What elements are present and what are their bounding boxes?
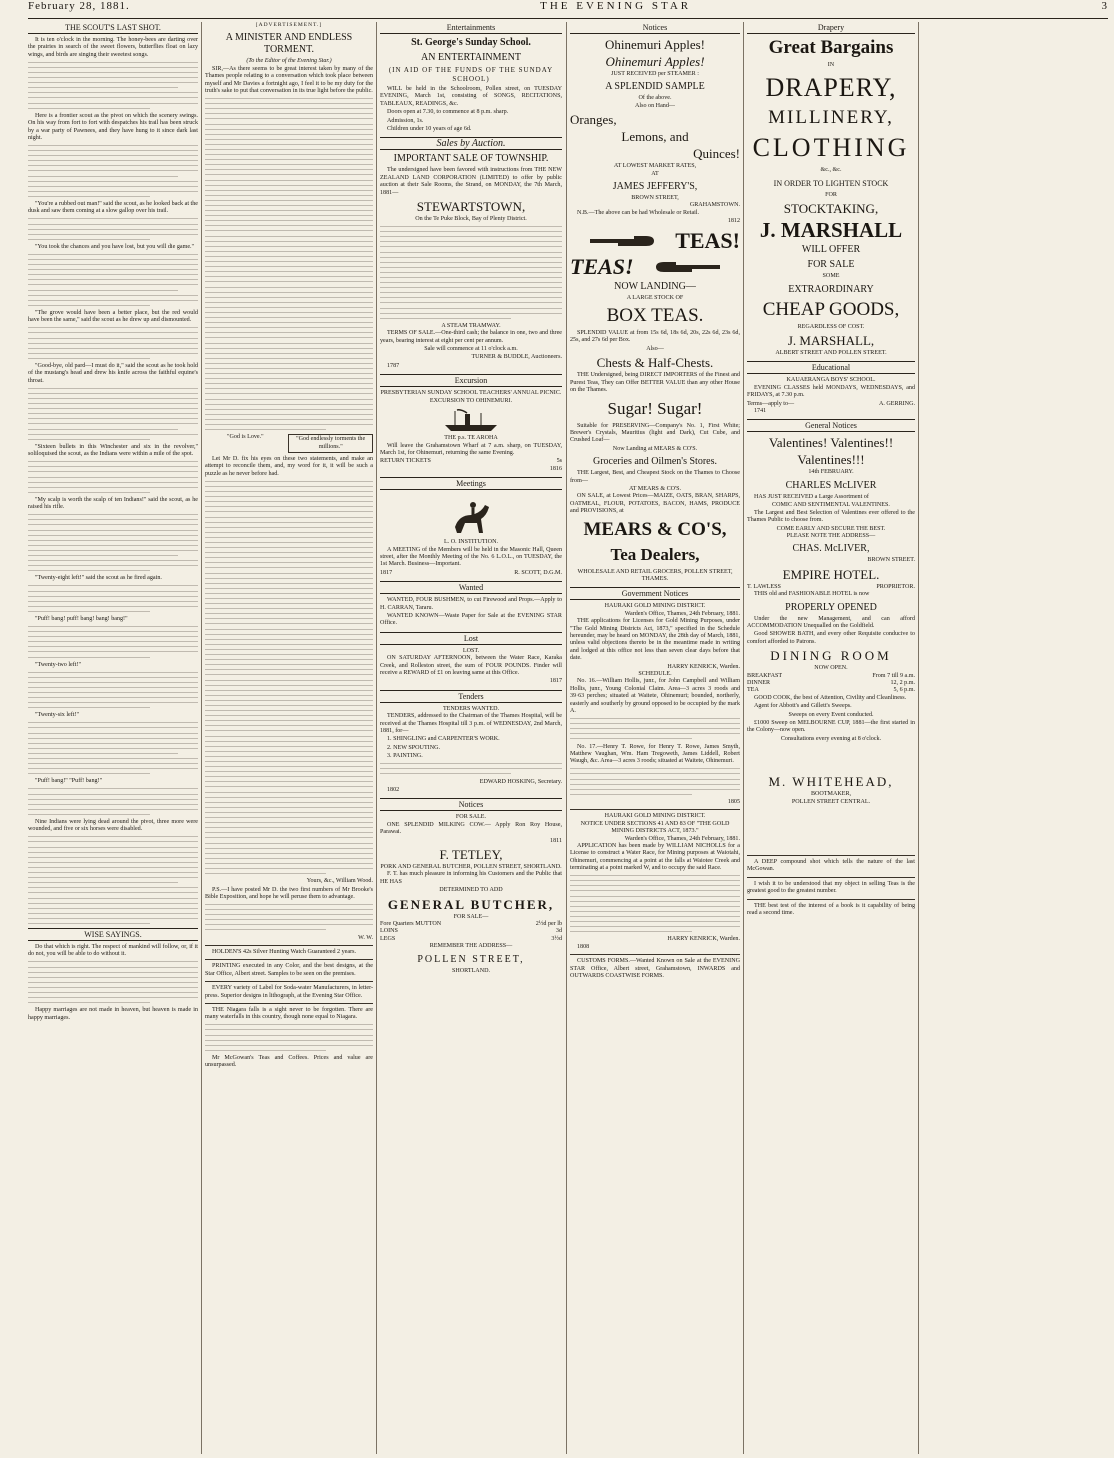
column-divider [201,22,202,1454]
story-paragraph: Nine Indians were lying dead around the pivot, three more were wounded, and five or six horses were disabled. [28,818,198,833]
schedule-text: No. 16.—William Hollis, junr., for John Campbell and William Hollis, junr., Young Colonial Claim. Area—3 acres 3 roods and 39·63 perches; situated at Waitete, Ohinemuri; bounded, northerly, easterly and southerly by ground opposed to be occupied by the mark A. [570,678,740,715]
ad-number: 1817 [380,569,393,576]
remember-address: REMEMBER THE ADDRESS— [429,943,513,950]
advertisement-label: [ADVERTISEMENT.] [255,22,323,28]
steamer-name: THE p.s. TE AROHA [444,435,498,442]
valentines: Valentines!!! [797,452,865,468]
wish: I wish it to be understood that my object in selling Teas is the greatest good to the greatest number. [747,880,915,895]
letter-to-editor: (To the Editor of the Evening Star.) [246,58,332,65]
sample: A SPLENDID SAMPLE [605,81,705,93]
tenders-heading: Tenders [380,690,562,703]
column-divider [376,22,377,1454]
story-paragraph: "Twenty-eight left!" said the scout as he fired again. [35,575,162,582]
notices-heading: Notices [570,22,740,34]
sale-time: Sale will commence at 11 o'clock a.m. [424,346,518,353]
ad-holden-watch: HOLDEN'S 42s Silver Hunting Watch Guaranteed 2 years. [212,948,357,955]
column-story [28,22,198,1454]
steam-tramway: A STEAM TRAMWAY. [441,322,501,329]
children-price: Children under 10 years of age 6d. [387,126,472,133]
general-butcher: GENERAL BUTCHER, [387,896,555,912]
auctioneers: TURNER & BUDDLE, Auctioneers. [471,354,562,361]
gerring: A. GERRING. [878,400,915,407]
groceries: Groceries and Oilmen's Stores. [593,456,717,468]
drapery-heading: Drapery [747,22,915,34]
entertainment-title: AN ENTERTAINMENT [421,52,521,63]
doors-open: Doors open at 7.30, to commence at 8 p.m. sharp. [387,109,509,116]
mciver-name: CHARLES McLIVER [785,479,877,491]
general-notices-heading: General Notices [747,419,915,432]
splendid-value: SPLENDID VALUE at from 15s 6d, 18s 6d, 20s, 22s 6d, 23s 6d, 25s, and 27s 6d per Box. [570,330,740,344]
lodge-text: A MEETING of the Members will be held in the Masonic Hall, Queen street, after the Monthly Meeting of the No. 6 L.O.L., on TUESDAY, the 1st March. Business—Important. [380,546,562,568]
will-offer: WILL OFFER [801,244,861,256]
marshall-name: J. MARSHALL [759,218,903,243]
drapery: DRAPERY, [765,73,897,103]
meal-row: DINNER 12, 2 p.m. [747,679,915,686]
empire-hotel: EMPIRE HOTEL. [782,566,880,582]
large-stock: A LARGE STOCK OF [626,294,684,301]
extraordinary: EXTRAORDINARY [788,283,874,295]
marshall-address: ALBERT STREET AND POLLEN STREET. [775,350,887,357]
letter-title: A MINISTER AND ENDLESS TORMENT. [225,32,353,56]
meetings-heading: Meetings [380,477,562,490]
millinery: MILLINERY, [768,107,894,129]
tetley-name: F. TETLEY, [439,846,503,862]
dining-room: DINING ROOM [770,648,892,664]
tender-item: 3. PAINTING. [387,753,423,760]
tender-item: 2. NEW SPOUTING. [387,744,441,751]
tetley-text: F. T. has much pleasure in informing his Customers and the Public that HE HAS [380,871,562,885]
column-divider [918,22,919,1454]
pollen-street: POLLEN STREET, [417,953,525,965]
teas-headline: TEAS! [570,253,634,279]
quinces: Quinces! [693,146,740,162]
management: Under the new Management, and can afford ACCOMMODATION Unequalled on the Goldfield. [747,615,915,629]
letter-paragraph: Let Mr D. fix his eyes on these two statements, and make an attempt to reconcile them, and, my word for it, it will be such a puzzle as he never before had. [205,456,373,477]
price-row: Fore Quarters MUTTON 2½d per lb [380,921,562,927]
hotel-text: THIS old and FASHIONABLE HOTEL is now [754,591,870,598]
valentines: Valentines! Valentines!! [768,435,894,451]
box-teas: BOX TEAS. [606,305,704,327]
great-bargains: Great Bargains [768,37,894,58]
story-paragraph: "Puff! bang! puff! bang! bang! bang!" [35,615,128,622]
wise-sayings-title: WISE SAYINGS. [28,928,198,941]
nb-wholesale: N.B.—The above can be had Wholesale or Retail. [577,209,700,216]
story-paragraph: It is ten o'clock in the morning. The honey-bees are darting over the prairies in search of the sweet flowers, butterflies float on lazy wings, and birds are singing their sweetest songs. [28,37,198,58]
column-letter [205,22,373,1454]
story-paragraph: "Good-bye, old pard—I must do it," said the scout as he took hold of the mustang's head and drew his knife across the faithful equine's throat. [28,362,198,384]
lost-heading: Lost [380,632,562,645]
issue-date: February 28, 1881. [28,0,130,12]
gov-text: THE applications for Licenses for Gold Mining Purposes, under "The Gold Mining Districts Act, 1873," specified in the Schedule hereunder, may be heard on MONDAY, the 28th day of March, 1881, unless valid objections thereto be in the meantime made in writing and lodged at this office not less than seven clear days before that date. [570,618,740,662]
meal-row: BREAKFAST From 7 till 9 a.m. [747,672,915,679]
excursion-title: EXCURSION TO OHINEMURI. [429,397,513,404]
sweeps-agent: Agent for Abbott's and Gillett's Sweeps. [754,703,852,710]
warden: HARRY KENRICK, Warden. [667,663,740,670]
mears-name: MEARS & CO'S, [583,518,727,540]
story-paragraph: "My scalp is worth the scalp of ten Indians!" said the scout, as he raised his rifle. [28,496,198,511]
jefferys: JAMES JEFFERY'S, [612,181,698,193]
ad-niagara: THE Niagara falls is a sight never to be forgotten. There are many waterfalls in this country, though none equal to Niagara. [205,1006,373,1021]
ps-initials: W. W. [358,934,373,941]
ad-printing: PRINTING executed in any Color, and the best designs, at the Star Office, Albert street. Samples to be seen on the premises. [205,963,373,977]
cow-text: ONE SPLENDID MILKING COW.— Apply Ron Roy House, Parawai. [380,821,562,836]
ad-number: 1808 [577,943,590,950]
masthead-title: THE EVENING STAR [540,0,692,12]
good-cook: GOOD COOK, the best of Attention, Civility and Cleanliness. [754,694,907,701]
wardens-office: Warden's Office, Thames, 24th February, 1881. [624,835,740,842]
price-row: LEGS 3½d [380,935,562,942]
notice-sections: NOTICE UNDER SECTIONS 41 AND 83 OF "THE GOLD MINING DISTRICTS ACT, 1873." [580,820,730,835]
has-just: HAS JUST RECEIVED a Large Assortment of [754,493,869,500]
letter-postscript: P.S.—I have posted Mr D. the two first numbers of Mr Brooke's Bible Exposition, and hope he will peruse them to advantage. [205,886,373,900]
apples-line: Ohinemuri Apples! [604,37,705,52]
steamer-text: Will leave the Grahamstown Wharf at 7 a.m. sharp, on TUESDAY, March 1st, for Ohinemuri, returning the same Evening. [380,442,562,456]
feb-14: 14th FEBRUARY. [808,469,854,476]
story-paragraph: "Twenty-six left!" [35,712,79,719]
best-test: THE best test of the interest of a book is it capability of being read a second time. [747,902,915,917]
proprietor: PROPRIETOR. [876,583,915,590]
customs-forms: CUSTOMS FORMS.—Wanted Known on Sale at the EVENING STAR Office, Albert street, Grahamstown, INWARDS and OUTWARDS COASTWISE FORMS. [570,958,740,979]
ad-number: 1812 [727,218,740,225]
brown-street: BROWN STREET, [631,195,679,202]
gov-notices-heading: Government Notices [570,587,740,600]
schedule: SCHEDULE. [638,671,672,678]
terms-of-sale: TERMS OF SALE.—One-third cash; the balance in one, two and three years, bearing interest at eight per cent per annum. [380,330,562,344]
story-paragraph: "Sixteen bullets in this Winchester and six in the revolver," soliloquised the scout, as the Indians were within a mile of the spot. [28,443,198,458]
hauraki: HAURAKI GOLD MINING DISTRICT. [604,813,706,820]
school-name: KAUAERANGA BOYS' SCHOOL. [786,377,876,384]
pollen-central: POLLEN STREET CENTRAL. [791,798,871,805]
ad-number: 1805 [727,798,740,805]
also-hand: Also on Hand— [635,102,675,109]
story-paragraph: "You took the chances and you have lost, but you will die game." [35,243,195,250]
evening-classes: EVENING CLASSES held MONDAYS, WEDNESDAYS, and FRIDAYS, at 7.30 p.m. [747,384,915,399]
ad-mcgowan-tea: Mr McGowan's Teas and Coffees. Prices and value are unsurpassed. [205,1054,373,1069]
wise-saying: Happy marriages are not made in heaven, but heaven is made in happy marriages. [28,1007,198,1021]
story-text-block [28,62,198,109]
notices-heading: Notices [380,798,562,811]
column-divider [743,22,744,1454]
oranges: Oranges, [570,112,617,128]
hauraki: HAURAKI GOLD MINING DISTRICT. [604,603,706,610]
tender-signature: EDWARD HOSKING, Secretary. [479,778,562,785]
in: IN [827,62,835,68]
melbourne-cup: £1000 Sweep on MELBOURNE CUP, 1881—the first started in the Colony—now open. [747,720,915,734]
auction-title: IMPORTANT SALE OF TOWNSHIP. [393,153,549,165]
column-divider [566,22,567,1454]
please-note: PLEASE NOTE THE ADDRESS— [786,532,876,539]
ad-number: 1816 [549,465,562,472]
god-is-love: "God is Love." [227,434,264,441]
undersigned: THE Undersigned, being DIRECT IMPORTERS of the Finest and Purest Teas, They can Offer BETTER VALUE than any other House on the Thames. [570,372,740,394]
column-notices [570,22,740,1454]
properly-opened: PROPERLY OPENED [785,601,877,613]
tender-item: 1. SHINGLING and CARPENTER'S WORK. [387,736,500,743]
of-above: Of the above. [638,95,672,102]
auction-heading: Sales by Auction. [380,137,562,150]
brown-street: BROWN STREET. [867,557,915,564]
story-paragraph: Here is a frontier scout as the pivot on which the scenery swings. On his way from fort to fort with despatches his trail has been struck by a war party of Pawnees, and they have hung to it since dark last night. [28,112,198,141]
column-entertainments [380,22,562,1454]
horseman-illustration [449,493,493,537]
wise-saying: Do that which is right. The respect of mankind will follow, or, if it do not, you will be able to do without it. [28,944,198,958]
header-rule [28,18,1108,19]
wanted-paper: WANTED KNOWN—Waste Paper for Sale at the EVENING STAR Office. [380,612,562,627]
lost-title: LOST. [462,647,480,654]
just-received: JUST RECEIVED per STEAMER : [611,71,699,77]
story-paragraph: "You're a rubbed out man!" said the scout, as he looked back at the dusk and saw them coming at a slow gallop over his trail. [28,201,198,215]
ad-number: 1811 [550,837,562,844]
wanted-text: WANTED, FOUR BUSHMEN, to cut Firewood and Props.—Apply to H. CARRAN, Tararu. [380,597,562,611]
page-number: 3 [1101,0,1108,12]
now-landing: NOW LANDING— [614,280,696,292]
entertainments-heading: Entertainments [380,22,562,34]
auction-text: The undersigned have been favored with instructions from THE NEW ZEALAND LAND CORPORATION (LIMITED) to offer by public auction at their Sale Rooms, the Strand, on MONDAY, the 7th March, 1881— [380,167,562,196]
some: SOME [822,273,840,280]
wanted-heading: Wanted [380,581,562,594]
return-tickets: RETURN TICKETS 5s [380,458,562,465]
tetley-sub: PORK AND GENERAL BUTCHER, POLLEN STREET, SHORTLAND. [380,863,562,870]
largest-stock: THE Largest, Best, and Cheapest Stock on the Thames to Choose from— [570,470,740,484]
regardless: REGARDLESS OF COST. [797,323,865,330]
admission: Admission, 1s. [387,117,424,124]
tenders-text: TENDERS, addressed to the Chairman of the Thames Hospital, will be received at the Thames Hospital till 3 p.m. of WEDNESDAY, 2nd March, 1881, for— [380,713,562,735]
at: AT [651,170,659,177]
excursion-heading: Excursion [380,374,562,387]
etc: &c., &c. [820,167,842,174]
shower-bath: Good SHOWER BATH, and every other Requisite conducive to comfort afforded to Patrons. [747,631,915,645]
for-sale-prices: FOR SALE— [453,913,489,920]
tea-dealers: Tea Dealers, [610,544,700,564]
sugar-text: Suitable for PRESERVING—Company's No. 1, First White; Brewer's Crystals, Mauritius (light and Dark), Cut Cube, and Crushed Loaf— [570,422,740,444]
for-sale: FOR SALE [807,259,855,271]
tenders-title: TENDERS WANTED. [442,705,500,712]
ad-number: 1817 [549,678,562,685]
clothing: CLOTHING [752,133,910,163]
lighten-stock: IN ORDER TO LIGHTEN STOCK [773,178,889,188]
educational-heading: Educational [747,361,915,374]
ad-number: 1787 [387,362,400,369]
marshall-name: J. MARSHALL, [787,333,875,349]
letter-signature: Yours, &c., William Wood. [306,878,373,885]
meal-row: TEA 5, 6 p.m. [747,687,915,694]
sweeps: Sweeps on every Event conducted. [788,711,874,718]
township-name: STEWARTSTOWN, [416,199,526,215]
terms: Terms—apply to— [747,400,795,407]
teas-headline: TEAS! [675,227,740,253]
at-mears: AT MEARS & CO'S. [628,485,682,492]
compound: A DEEP compound shot which tells the nature of the last McGowan. [747,859,915,873]
pointing-hand-icon [588,232,658,250]
for: FOR [825,191,837,198]
story-title: THE SCOUT'S LAST SHOT. [28,22,198,34]
wholesale: WHOLESALE AND RETAIL GROCERS, POLLEN STREET, THAMES. [577,568,733,582]
for-sale-title: FOR SALE. [455,814,487,821]
sugar-headline: Sugar! Sugar! [607,398,703,418]
now-open: NOW OPEN. [814,665,848,672]
lemons: Lemons, and [621,129,689,145]
lawless: T. LAWLESS [747,583,781,590]
schedule-text: No. 17.—Henry T. Rowe, for Henry T. Rowe, James Smyth, Matthew Vaughan, Wm. Ham Tregoweth, James Liddell, Robert Waugh, &c. Area—3 acres 3 roods; situated at Waitete, Ohinemuri. [570,743,740,765]
love-comparison [205,434,373,453]
township-location: On the Te Puke Block, Bay of Plenty District. [415,216,527,223]
bootmaker: BOOTMAKER, [810,791,852,798]
come-early: COME EARLY AND SECURE THE BEST. [776,525,886,532]
story-paragraph: "The grove would have been a better place, but the red would have been the same," said the scout as he drew up and dismounted. [28,309,198,324]
story-paragraph: "Twenty-two left!" [35,661,82,668]
ad-number: 1802 [387,786,400,793]
entertainment-aid: (IN AID OF THE FUNDS OF THE SUNDAY SCHOOL) [388,66,554,83]
pointing-hand-icon [652,258,722,276]
steamer-illustration [441,407,501,433]
lodge-title: L. O. INSTITUTION. [444,539,498,546]
lodge-signature: R. SCOTT, D.G.M. [514,569,562,576]
lowest-rates: AT LOWEST MARKET RATES, [613,163,697,170]
application-text: APPLICATION has been made by WILLIAM NICHOLLS for a License to construct a Water Race, for Mining purposes at Waiotahi, Ohinemuri, commencing at a point at the falls at Waiotee Creek and terminating at a point marked W, and to occupy the said Race. [570,842,740,872]
column-drapery [747,22,915,1454]
lost-text: ON SATURDAY AFTERNOON, between the Water Race, Karaka Creek, and Rolleston street, the sum of FOUR POUNDS. Finder will receive a REWARD of £1 on leaving same at this Office. [380,655,562,676]
ad-number: 1741 [754,408,767,415]
story-paragraph: "Puff! bang!" "Puff! bang!" [35,778,103,785]
determined: DETERMINED TO ADD [439,887,503,894]
page-header [28,0,1108,16]
entertainment-text: WILL be held in the Schoolroom, Pollen street, on TUESDAY EVENING, March 1st, consisting of SONGS, RECITATIONS, TABLEAUX, READINGS, &c. [380,86,562,107]
consultations: Consultations every evening at 8 o'clock. [780,735,882,742]
also: Also— [646,345,664,352]
church-name: St. George's Sunday School. [411,37,531,48]
god-torments: "God endlessly torments the millions." [288,434,373,453]
largest-valentines: The Largest and Best Selection of Valentines ever offered to the Thames Public to choose from. [747,509,915,524]
shortland: SHORTLAND. [451,967,491,974]
cheap-goods: CHEAP GOODS, [762,298,900,320]
price-row: LOINS 3d [380,928,562,935]
wardens-office: Warden's Office, Thames, 24th February, 1881. [624,610,740,617]
comic-valentines: COMIC AND SENTIMENTAL VALENTINES. [772,502,890,509]
ad-labels: EVERY variety of Label for Soda-water Manufacturers, in letter-press. Superior designs in lithograph, at the Evening Star Office. [205,985,373,999]
letter-paragraph: SIR,—As there seems to be great interest taken by many of the Thames people relating to a conversation which took place between myself and Mr Davies a fortnight ago, I feel it to be my duty for the truth's sake to put that conversation in its true light before the public. [205,65,373,95]
apples-line: Ohinemuri Apples! [605,54,705,69]
whitehead-name: M. WHITEHEAD, [768,774,894,790]
landing-mears: Now Landing at MEARS & CO'S. [612,445,698,452]
mciver-name: CHAS. McLIVER, [792,543,870,555]
warden: HARRY KENRICK, Warden. [667,936,740,943]
on-sale: ON SALE, at Lowest Prices—MAIZE, OATS, BRAN, SHARPS, OATMEAL, FLOUR, POTATOES, BACON, HAMS, PRODUCE and PROVISIONS, at [570,493,740,515]
stocktaking: STOCKTAKING, [783,201,879,217]
chests: Chests & Half-Chests. [596,355,714,371]
picnic-title: PRESBYTERIAN SUNDAY SCHOOL TEACHERS' ANNUAL PICNIC. [380,390,562,397]
grahamstown: GRAHAMSTOWN. [689,202,740,209]
